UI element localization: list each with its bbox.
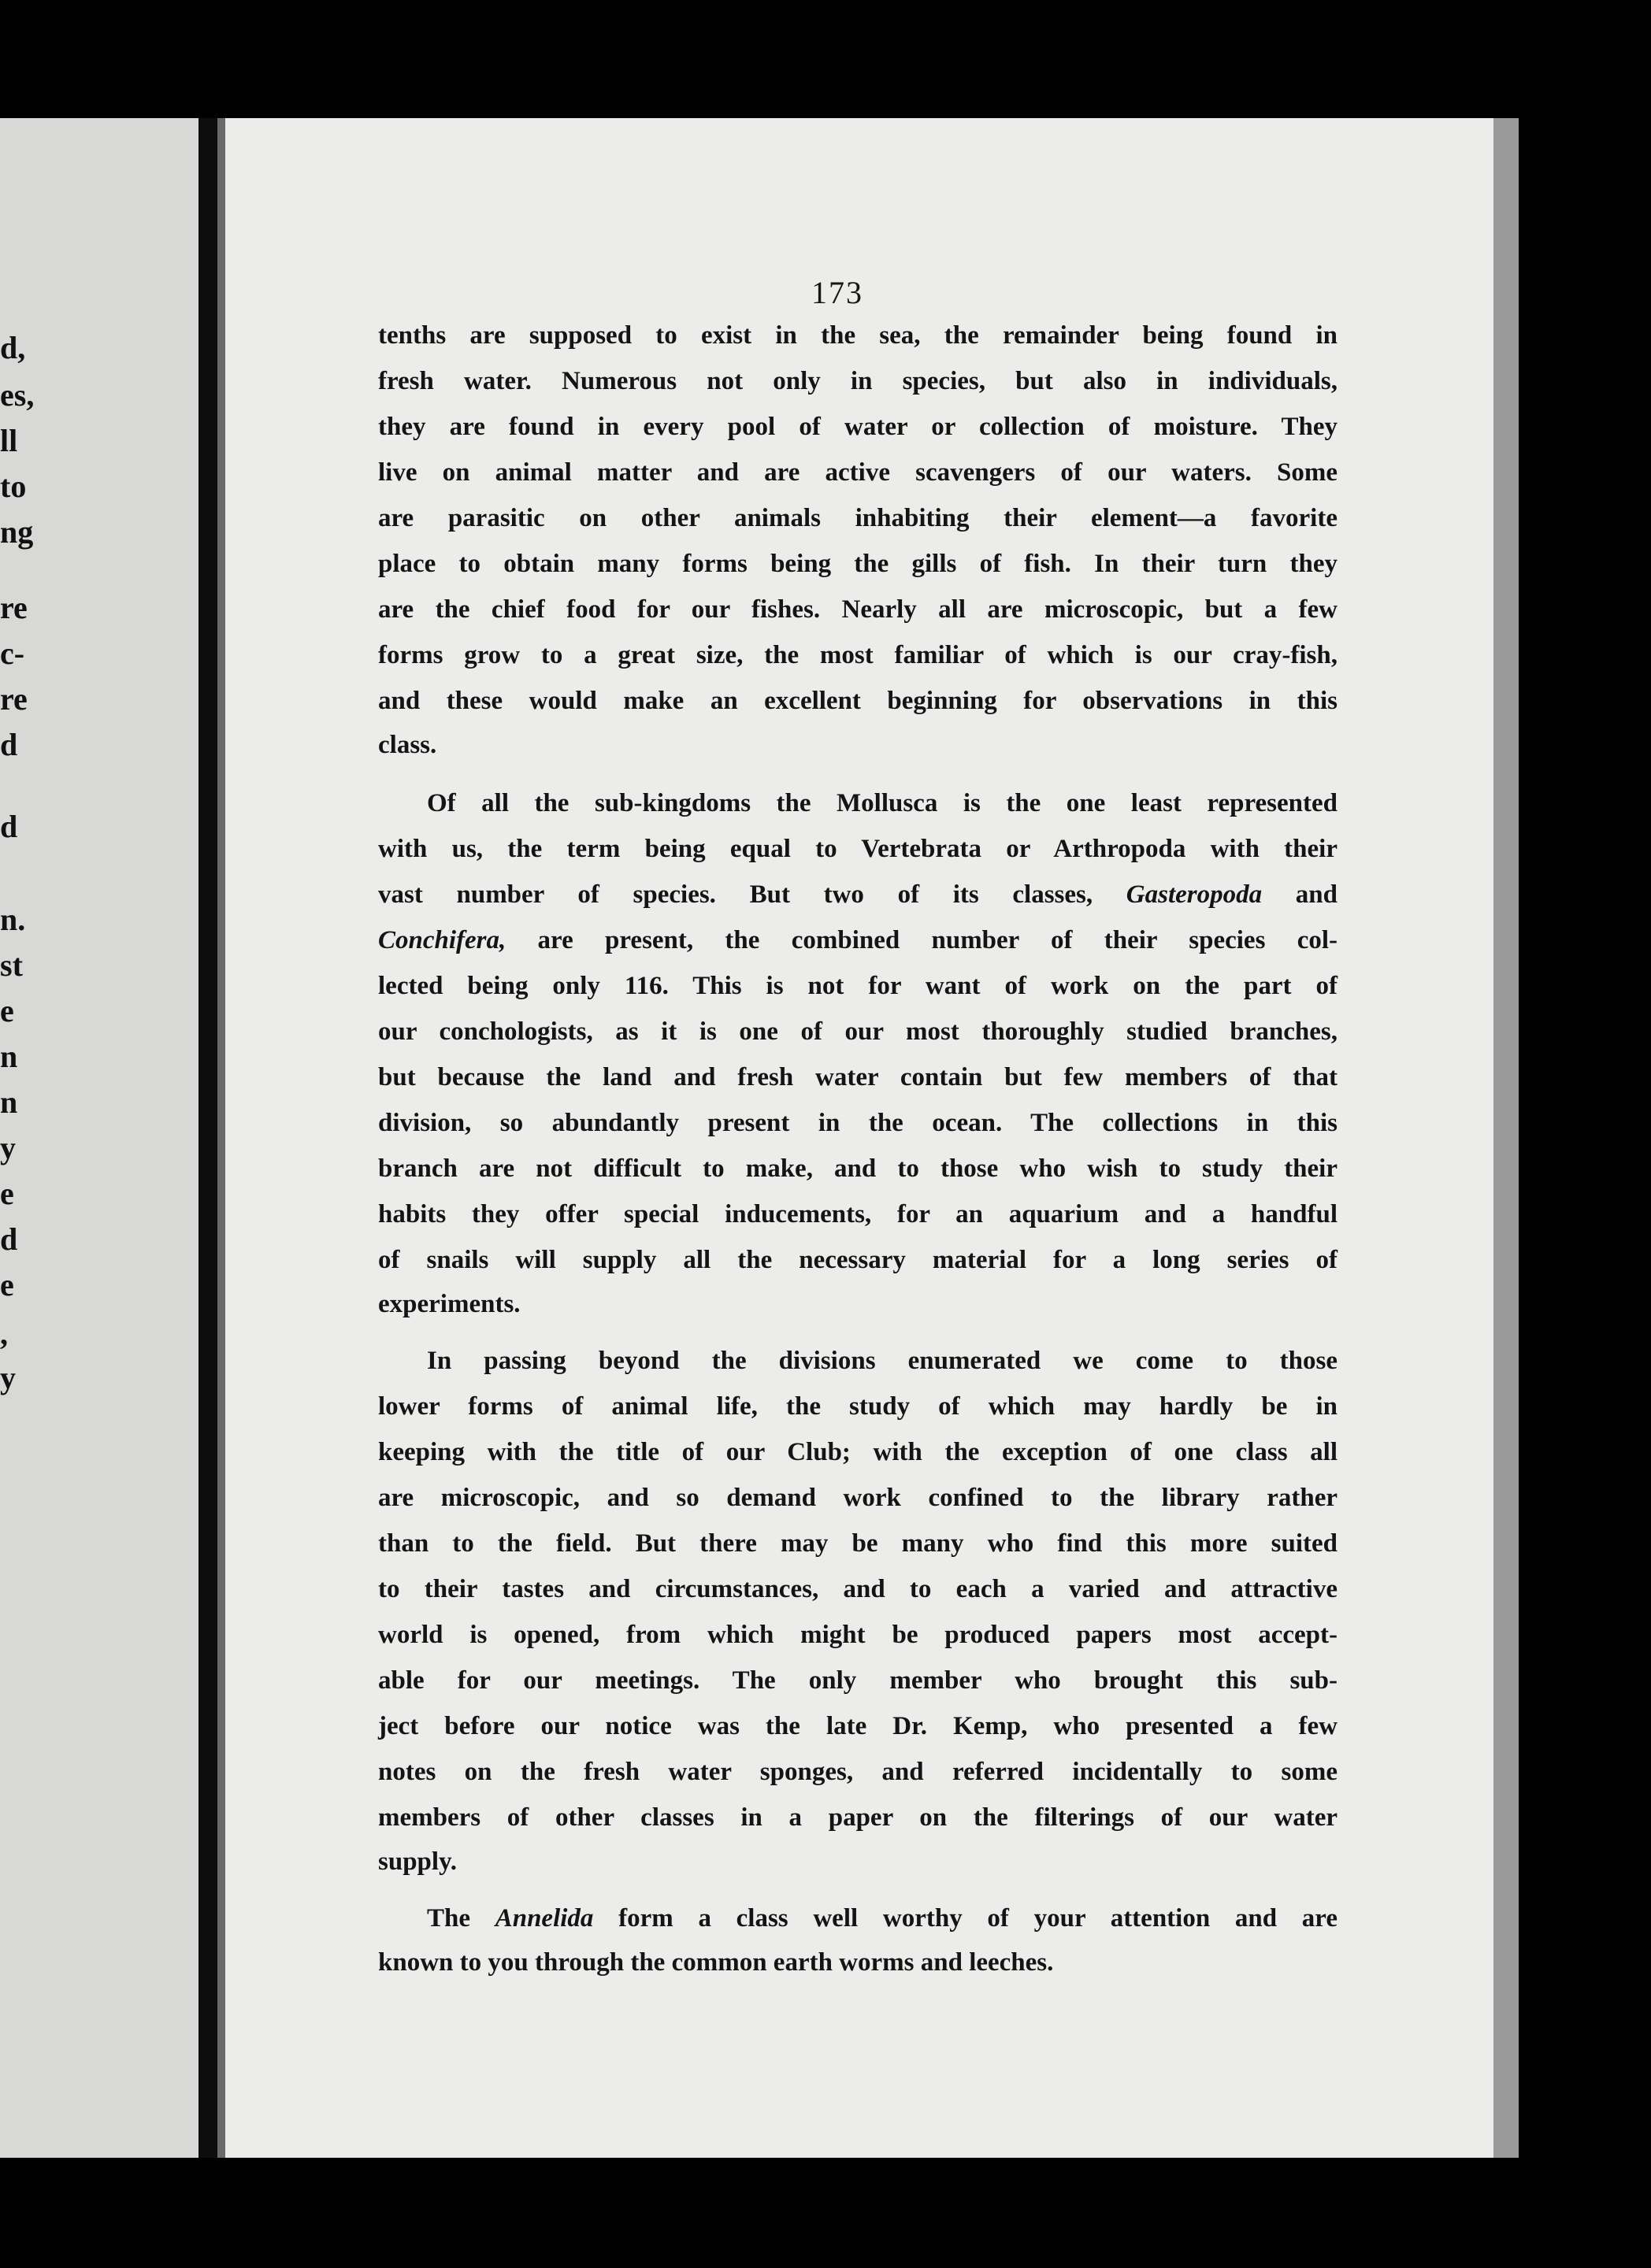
text-fragment: vast number of species. But two of its classes,	[378, 880, 1093, 909]
text-line: fresh water. Numerous not only in species, but also in individuals,	[378, 367, 1337, 395]
facing-edge-fragment: to	[0, 469, 27, 504]
text-line	[378, 928, 1337, 954]
facing-edge-fragment: n.	[0, 902, 26, 937]
facing-edge-fragment: ng	[0, 514, 34, 550]
text-line: notes on the fresh water sponges, and referred incidentally to some	[378, 1758, 1337, 1786]
text-line: supply.	[378, 1847, 457, 1876]
facing-edge-fragment: d	[0, 809, 18, 844]
text-line: lower forms of animal life, the study of which may hardly be in	[378, 1392, 1337, 1421]
text-line: of snails will supply all the necessary material for a long series of	[378, 1246, 1337, 1274]
text-line: In passing beyond the divisions enumerated we come to those	[427, 1347, 1337, 1375]
text-fragment: form a class well worthy of your attention and are	[618, 1904, 1337, 1933]
page-right-edge	[1493, 118, 1519, 2158]
facing-edge-fragment: y	[0, 1360, 16, 1395]
text-line: but because the land and fresh water contain but few members of that	[378, 1063, 1337, 1091]
facing-edge-fragment: n	[0, 1039, 18, 1074]
book-spine-shadow	[198, 118, 217, 2158]
text-line: able for our meetings. The only member who brought this sub-	[378, 1666, 1337, 1695]
facing-edge-fragment: y	[0, 1130, 16, 1166]
text-line: and these would make an excellent beginning for observations in this	[378, 687, 1337, 715]
text-line: our conchologists, as it is one of our most thoroughly studied branches,	[378, 1017, 1337, 1046]
text-line: members of other classes in a paper on the filterings of our water	[378, 1803, 1337, 1832]
text-line: to their tastes and circumstances, and to each a varied and attractive	[378, 1575, 1337, 1603]
text-line: world is opened, from which might be produced papers most accept-	[378, 1621, 1337, 1649]
text-line: place to obtain many forms being the gills of fish. In their turn they	[378, 550, 1337, 578]
facing-edge-fragment: d	[0, 727, 18, 762]
italic-term-gasteropoda: Gasteropoda	[1126, 880, 1263, 909]
text-line: they are found in every pool of water or collection of moisture. They	[378, 413, 1337, 441]
text-line: habits they offer special inducements, for an aquarium and a handful	[378, 1200, 1337, 1228]
facing-edge-fragment: n	[0, 1084, 18, 1120]
text-line: class.	[378, 731, 437, 759]
text-line: keeping with the title of our Club; with the exception of one class all	[378, 1438, 1337, 1466]
text-line: forms grow to a great size, the most familiar of which is our cray-fish,	[378, 641, 1337, 669]
facing-edge-fragment: e	[0, 1176, 14, 1211]
text-line: are the chief food for our fishes. Nearly all are microscopic, but a few	[378, 595, 1337, 624]
facing-edge-fragment: c-	[0, 636, 25, 671]
text-line: with us, the term being equal to Vertebrata or Arthropoda with their	[378, 835, 1337, 863]
text-line: Of all the sub-kingdoms the Mollusca is the one least represented	[427, 789, 1337, 817]
facing-edge-fragment: re	[0, 590, 28, 625]
facing-page	[0, 118, 198, 2158]
text-line	[378, 882, 1337, 908]
facing-edge-fragment: d	[0, 1221, 18, 1257]
facing-edge-fragment: e	[0, 993, 14, 1028]
facing-edge-fragment: es,	[0, 377, 35, 413]
text-fragment: The	[427, 1904, 471, 1933]
facing-edge-fragment: st	[0, 947, 23, 983]
text-fragment: and	[1295, 880, 1337, 909]
text-line: lected being only 116. This is not for want of work on the part of	[378, 972, 1337, 1000]
text-line: division, so abundantly present in the ocean. The collections in this	[378, 1109, 1337, 1137]
facing-edge-fragment: ll	[0, 423, 18, 458]
facing-edge-fragment: ,	[0, 1316, 8, 1351]
text-line: than to the field. But there may be many who find this more suited	[378, 1529, 1337, 1558]
text-line: live on animal matter and are active scavengers of our waters. Some	[378, 458, 1337, 487]
text-line: ject before our notice was the late Dr. Kemp, who presented a few	[378, 1712, 1337, 1740]
italic-term-annelida: Annelida	[495, 1904, 594, 1933]
facing-edge-fragment: e	[0, 1267, 14, 1303]
text-line: are microscopic, and so demand work confined to the library rather	[378, 1484, 1337, 1512]
text-line: tenths are supposed to exist in the sea, the remainder being found in	[378, 321, 1337, 350]
italic-term-conchifera: Conchifera,	[378, 926, 506, 954]
facing-edge-fragment: re	[0, 681, 28, 717]
page-number: 173	[811, 275, 863, 310]
gutter-strip	[217, 118, 225, 2158]
text-line: branch are not difficult to make, and to those who wish to study their	[378, 1154, 1337, 1183]
text-line: known to you through the common earth worms and leeches.	[378, 1948, 1054, 1977]
text-line	[427, 1906, 1337, 1932]
text-line: are parasitic on other animals inhabiting their element—a favorite	[378, 504, 1337, 532]
text-fragment: are present, the combined number of their species col-	[537, 926, 1337, 954]
text-line: experiments.	[378, 1290, 521, 1318]
facing-edge-fragment: d,	[0, 330, 26, 365]
